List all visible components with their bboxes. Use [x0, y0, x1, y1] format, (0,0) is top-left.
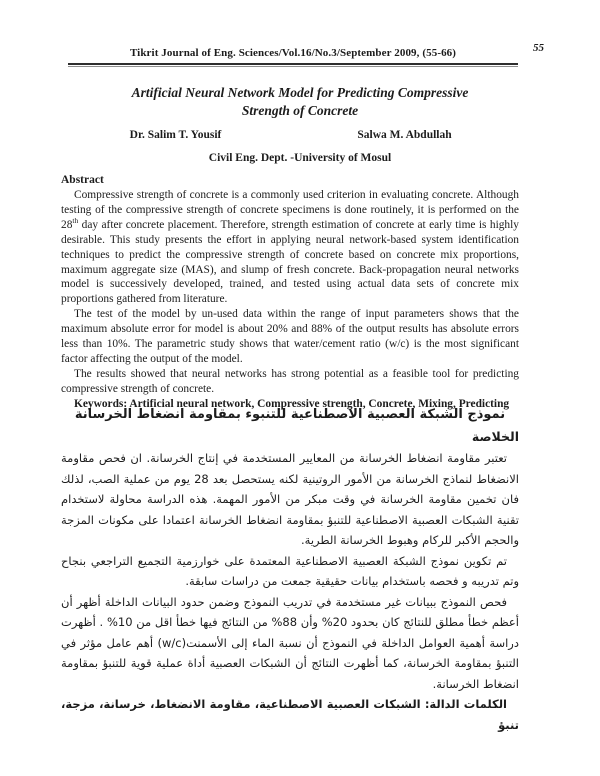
- paper-title-line1: Artificial Neural Network Model for Predicting Compressive: [131, 85, 469, 100]
- arabic-title: نموذج الشبكة العصبية الاصطناعية للتنبوء بمقاومة انضغاط الخرسانة: [74, 407, 506, 422]
- arabic-keywords-line: الكلمات الدالة: الشبكات العصبية الاصطناعية، مقاومة الانضغاط، خرسانة، مزجة، تنبؤ: [61, 697, 519, 732]
- arabic-abstract-body: [61, 448, 519, 735]
- abstract-p1-text-a: Compressive strength of concrete is a commonly used criterion in evaluating concrete. Although testing of the compressive strength of concrete specimens is done routinely, it is performed on the 28: [61, 189, 519, 231]
- abstract-paragraph-2: The test of the model by un-used data within the range of input parameters shows that the maximum absolute error for model is about 20% and 88% of the output results has absolute errors less than 10%. The parametric study shows that water/cement ratio (w/c) is the most significant factor affecting the output of the model.: [61, 308, 519, 365]
- rule-thin-line: [68, 66, 518, 67]
- author-1: Dr. Salim T. Yousif: [129, 129, 222, 141]
- ordinal-superscript: th: [72, 216, 79, 226]
- page-number: 55: [533, 42, 544, 54]
- paper-title-line2: Strength of Concrete: [241, 102, 359, 118]
- arabic-paragraph-3: فحص النموذج ببيانات غير مستخدمة في تدريب النموذج وضمن حدود البيانات الداخلة أظهر أن أعظم خطأ مطلق للنتائج كان بحدود 20% وأن 88% من النتائج فيها خطأ اقل من 10% . أظهرت دراسة أهمية العوامل الداخلة في النموذج أن نسبة الماء إلى الأسمنت(w/c) أهم عامل مؤثر في التنبؤ بمقاومة الخرسانة، كما أظهرت النتائج أن الشبكات العصبية أداة عملية قوية للتنبؤ بمقاومة انضغاط الخرسانة.: [61, 594, 519, 691]
- authors-row: [61, 129, 519, 141]
- author-2: Salwa M. Abdullah: [357, 129, 452, 141]
- arabic-section: [61, 407, 519, 735]
- abstract-paragraph-3: The results showed that neural networks has strong potential as a feasible tool for predicting compressive strength of concrete.: [61, 367, 519, 395]
- abstract-paragraph-1: [61, 188, 519, 307]
- paper-title: [0, 84, 600, 119]
- abstract-heading: Abstract: [61, 174, 104, 186]
- header-double-rule: [68, 63, 518, 67]
- abstract-body: [61, 188, 519, 412]
- journal-header: Tikrit Journal of Eng. Sciences/Vol.16/No.3/September 2009, (55-66): [129, 47, 457, 59]
- arabic-paragraph-2: تم تكوين نموذج الشبكة العصبية الاصطناعية المعتمدة على خوارزمية التجميع التراجعي بنجاح وتم تدريبه و فحصه باستخدام بيانات حقيقية جمعت من دراسات سابقة.: [61, 553, 519, 588]
- keywords-line: Keywords: Artificial neural network, Compressive strength, Concrete, Mixing, Predicting: [74, 397, 510, 410]
- arabic-abstract-heading: الخلاصة: [471, 429, 519, 444]
- abstract-p1-text-b: day after concrete placement. Therefore, strength estimation of concrete at early time is highly desirable. This study presents the effort in applying neural network-based system identification techniques to predict the compressive strength of concrete based on concrete mix proportions, maximum aggregate size (MAS), and slump of fresh concrete. Back-propagation neural networks model is successively developed, trained, and tested using actual data sets of concrete mix proportions gathered from literature.: [61, 218, 519, 306]
- arabic-paragraph-1: تعتبر مقاومة انضغاط الخرسانة من المعايير المستخدمة في إنتاج الخرسانة. ان فحص مقاومة الانضغاط لنماذج الخرسانة من الأمور الروتينية لكنه يستحصل بعد 28 يوم من عملية الصب، لذلك فان تخمين مقاومة الخرسانة في وقت مبكر من الأمور المهمة. هذه الدراسة محاولة لاستخدام تقنية الشبكات العصبية الاصطناعية للتنبؤ بمقاومة انضغاط الخرسانة اعتمادا على مكونات المزجة والحجم الأكبر للركام وهبوط الخرسانة الطرية.: [61, 451, 519, 547]
- affiliation: Civil Eng. Dept. -University of Mosul: [208, 152, 392, 164]
